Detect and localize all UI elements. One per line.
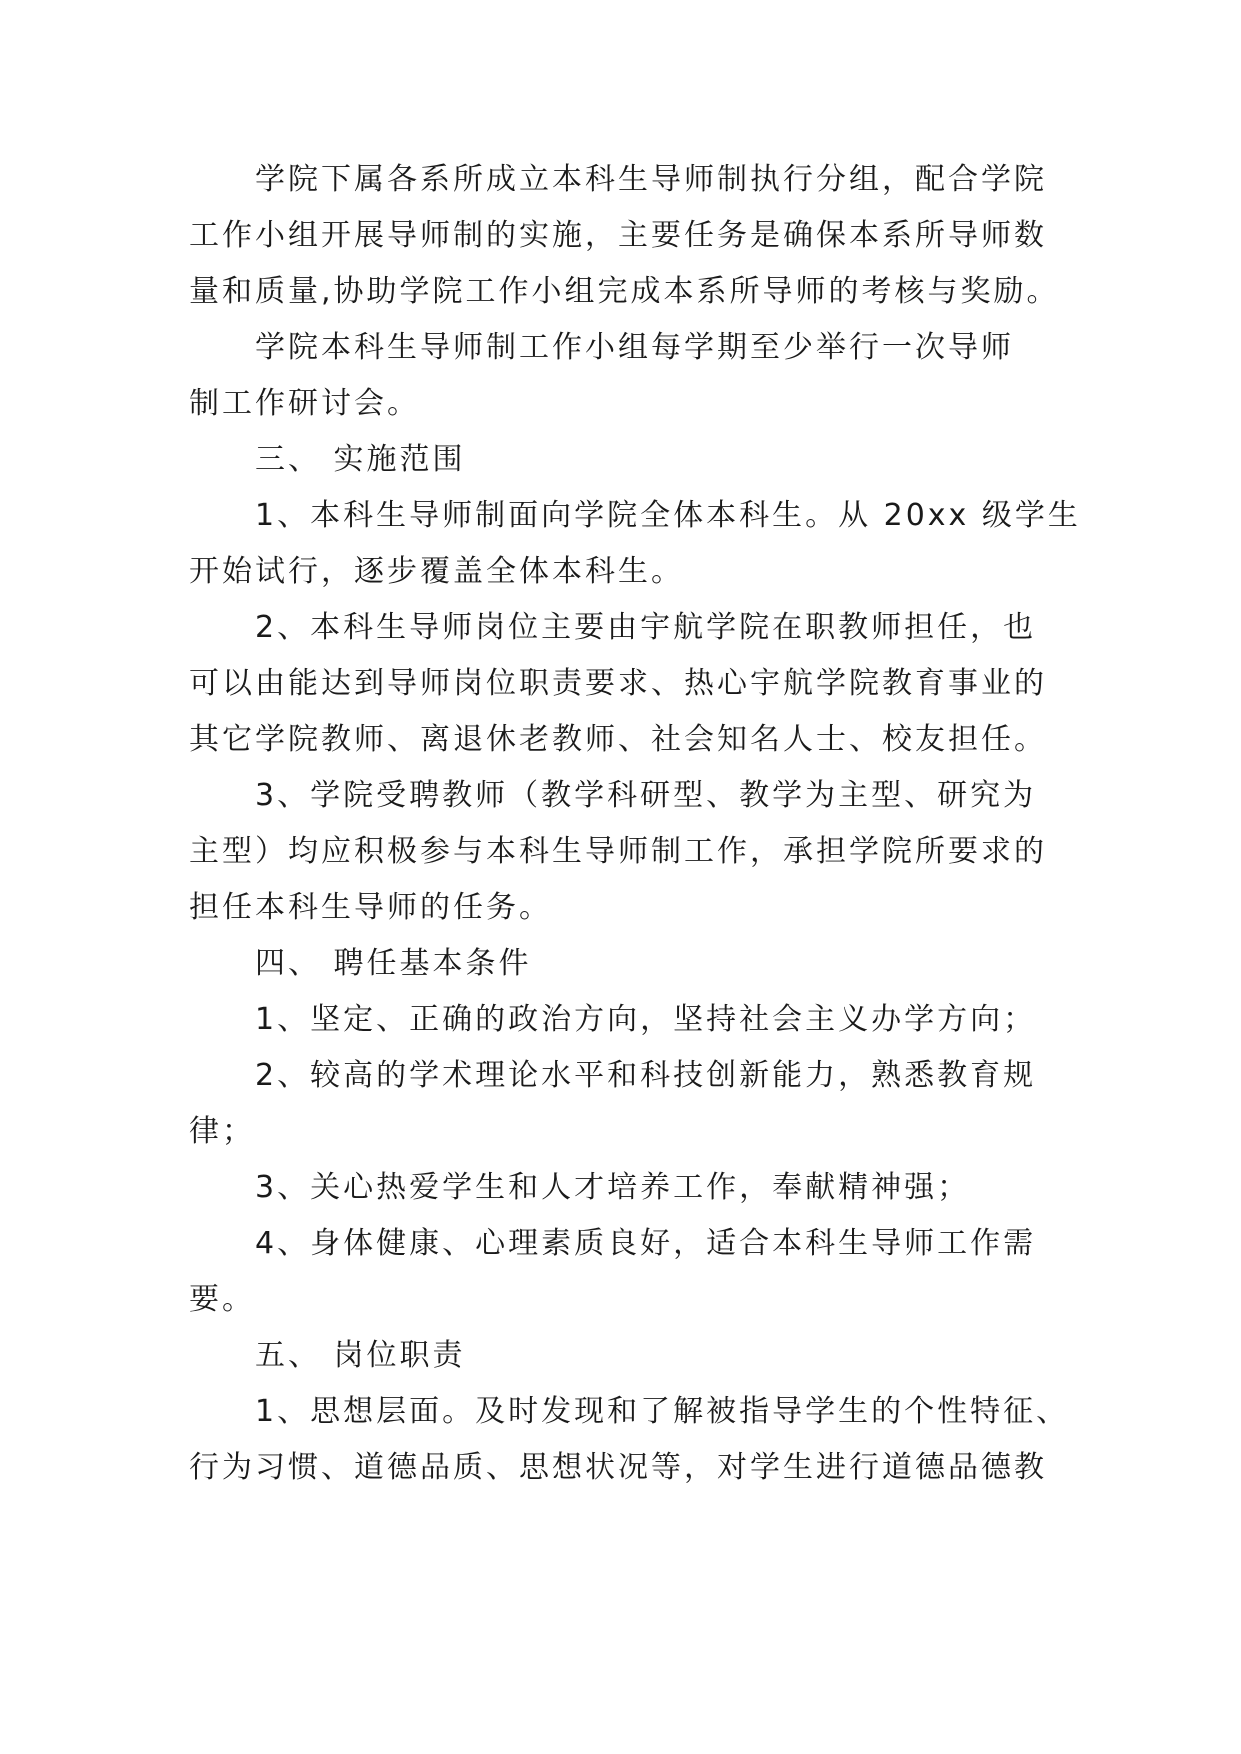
text-line: 可以由能达到导师岗位职责要求、热心宇航学院教育事业的 <box>189 666 1047 701</box>
section-heading-conditions <box>189 936 1074 992</box>
paragraph-duty-1 <box>189 1384 1074 1496</box>
text-line: 学院下属各系所成立本科生导师制执行分组，配合学院 <box>255 162 1047 197</box>
text-line: 1、本科生导师制面向学院全体本科生。从 20xx 级学生 <box>255 498 1081 533</box>
section-heading-duties <box>189 1328 1074 1384</box>
paragraph-seminar <box>189 320 1074 432</box>
paragraph-scope-item-2 <box>189 600 1074 768</box>
text-line: 制工作研讨会。 <box>189 386 420 421</box>
text-line: 其它学院教师、离退休老教师、社会知名人士、校友担任。 <box>189 722 1047 757</box>
section-heading: 三、 实施范围 <box>255 442 466 477</box>
text-line: 学院本科生导师制工作小组每学期至少举行一次导师 <box>255 330 1014 365</box>
text-line: 量和质量,协助学院工作小组完成本系所导师的考核与奖励。 <box>189 274 1060 309</box>
text-line: 开始试行，逐步覆盖全体本科生。 <box>189 554 684 589</box>
text-line: 2、较高的学术理论水平和科技创新能力，熟悉教育规 <box>255 1058 1037 1093</box>
text-line: 行为习惯、道德品质、思想状况等，对学生进行道德品德教 <box>189 1450 1047 1485</box>
text-line: 1、思想层面。及时发现和了解被指导学生的个性特征、 <box>255 1394 1070 1429</box>
paragraph-scope-item-1 <box>189 488 1081 600</box>
text-line: 主型）均应积极参与本科生导师制工作，承担学院所要求的 <box>189 834 1047 869</box>
paragraph-condition-4 <box>189 1216 1074 1328</box>
section-heading-scope <box>189 432 1074 488</box>
text-line: 担任本科生导师的任务。 <box>189 890 552 925</box>
text-line: 3、关心热爱学生和人才培养工作，奉献精神强； <box>255 1170 971 1205</box>
text-line: 要。 <box>189 1282 255 1317</box>
text-line: 2、本科生导师岗位主要由宇航学院在职教师担任，也 <box>255 610 1037 645</box>
text-line: 1、坚定、正确的政治方向，坚持社会主义办学方向； <box>255 1002 1037 1037</box>
text-line: 工作小组开展导师制的实施，主要任务是确保本系所导师数 <box>189 218 1047 253</box>
section-heading: 四、 聘任基本条件 <box>255 946 532 981</box>
paragraph-subgroup-duties <box>189 152 1074 320</box>
paragraph-condition-1 <box>189 992 1074 1048</box>
paragraph-scope-item-3 <box>189 768 1074 936</box>
text-line: 3、学院受聘教师（教学科研型、教学为主型、研究为 <box>255 778 1037 813</box>
paragraph-condition-3 <box>189 1160 1074 1216</box>
text-line: 律； <box>189 1114 255 1149</box>
section-heading: 五、 岗位职责 <box>255 1338 466 1373</box>
text-line: 4、身体健康、心理素质良好，适合本科生导师工作需 <box>255 1226 1037 1261</box>
document-body <box>189 152 1081 1496</box>
paragraph-condition-2 <box>189 1048 1074 1160</box>
